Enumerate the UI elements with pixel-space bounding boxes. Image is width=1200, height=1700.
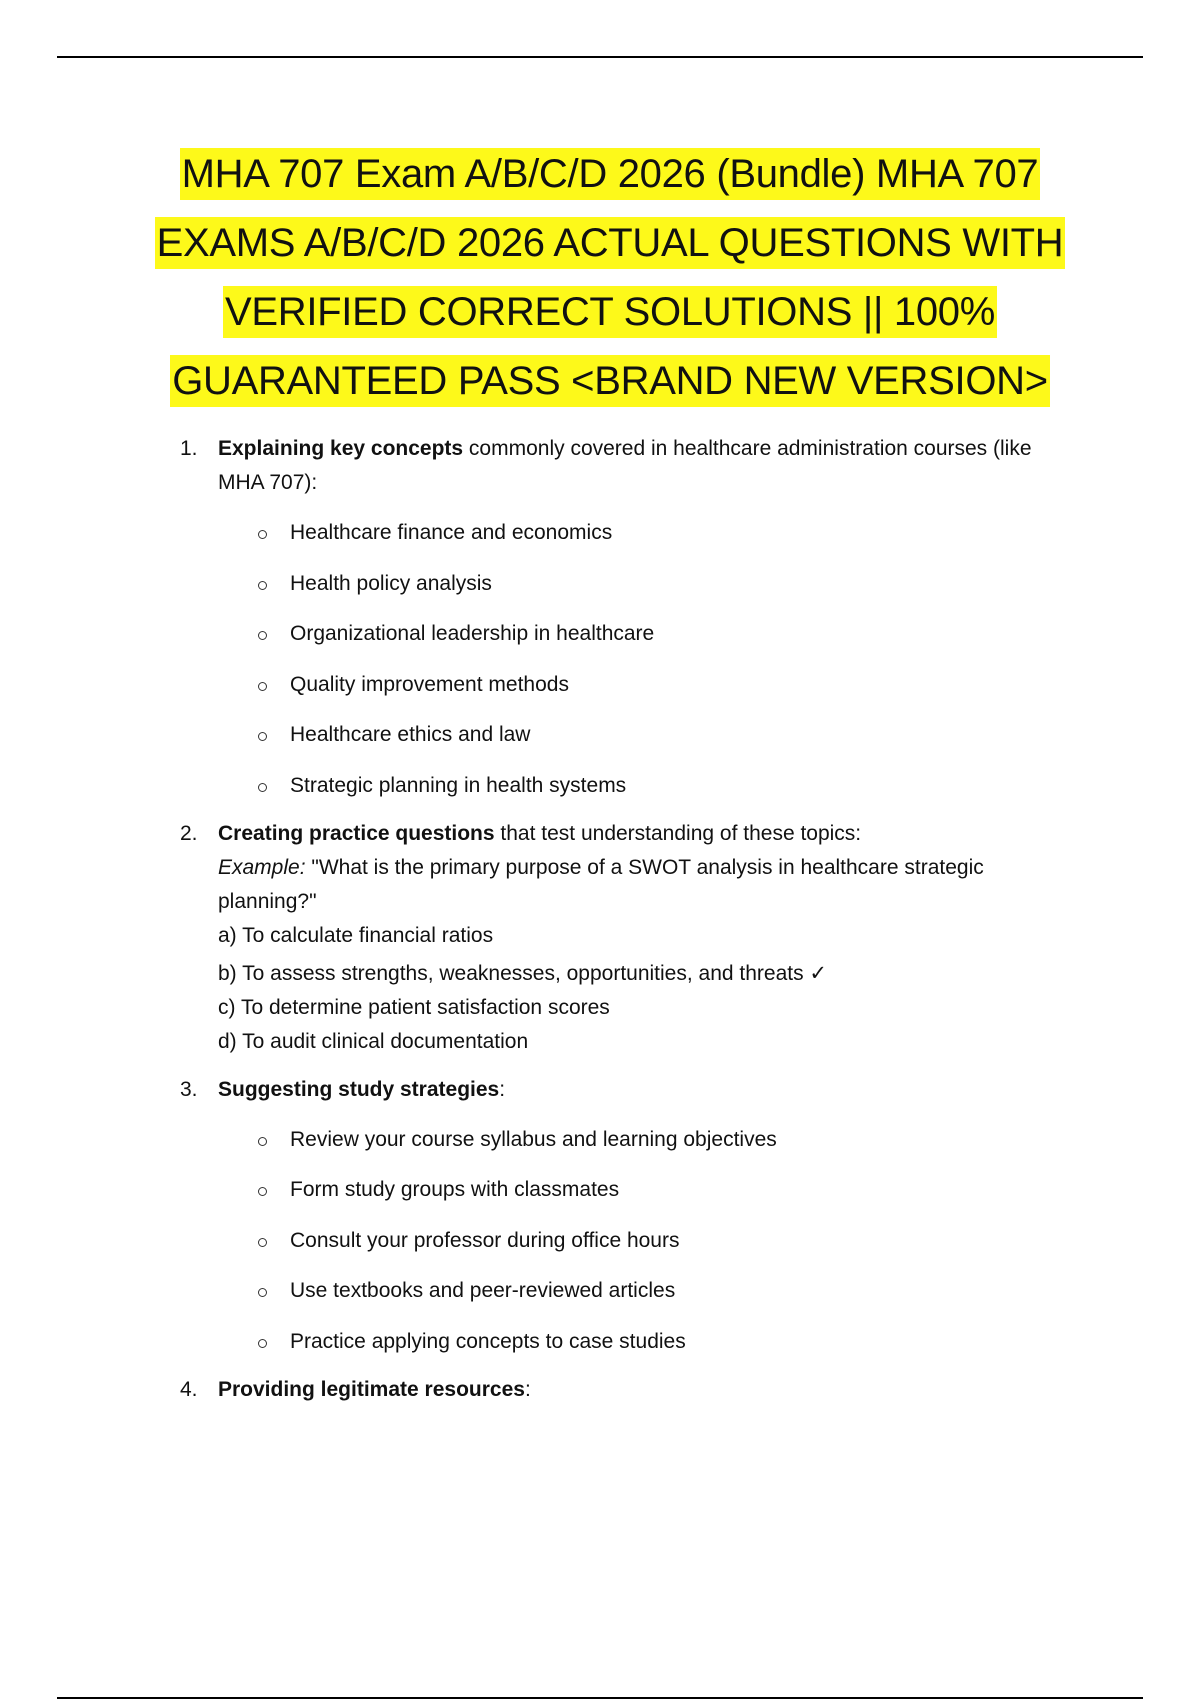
answer-option-b: b) To assess strengths, weaknesses, opportunities, and threats ✓ <box>218 961 828 985</box>
item-text: : <box>499 1077 506 1101</box>
sub-item-text: Review your course syllabus and learning objectives <box>290 1127 777 1151</box>
sub-item-text: Practice applying concepts to case studies <box>290 1329 686 1353</box>
sub-list-item <box>218 769 1080 803</box>
item-text: : <box>524 1377 531 1401</box>
circle-bullet-icon <box>258 1288 267 1297</box>
document-title <box>140 140 1080 416</box>
circle-bullet-icon <box>258 1238 267 1247</box>
circle-bullet-icon <box>258 1187 267 1196</box>
circle-bullet-icon <box>258 783 267 792</box>
circle-bullet-icon <box>258 631 267 640</box>
sub-item-text: Healthcare finance and economics <box>290 521 613 544</box>
sub-item-text: Healthcare ethics and law <box>290 723 531 746</box>
item-number: 1. <box>180 437 198 460</box>
sub-list-item <box>218 718 1080 752</box>
answer-option-c: c) To determine patient satisfaction scores <box>218 995 610 1019</box>
list-item-1 <box>180 432 1080 803</box>
example-label: Example: <box>218 855 306 879</box>
sub-item-text: Use textbooks and peer-reviewed articles <box>290 1279 676 1302</box>
sub-list-item <box>218 668 1080 702</box>
sub-list-item <box>218 516 1080 550</box>
example-question <box>218 851 1080 919</box>
sub-list-item <box>218 1325 1080 1359</box>
item-text: commonly covered in healthcare administration courses (like MHA 707): <box>218 437 1032 494</box>
list-item-4 <box>180 1373 1080 1407</box>
sub-list-item <box>218 1123 1080 1157</box>
item-number: 2. <box>180 821 198 845</box>
item-heading: Providing legitimate resources <box>218 1377 525 1401</box>
sub-item-text: Strategic planning in health systems <box>290 773 627 797</box>
sub-list <box>218 516 1080 803</box>
sub-item-text: Consult your professor during office hours <box>290 1228 680 1252</box>
circle-bullet-icon <box>258 530 267 539</box>
sub-list <box>218 1123 1080 1359</box>
sub-list-item <box>218 567 1080 601</box>
sub-item-text: Health policy analysis <box>290 571 492 595</box>
circle-bullet-icon <box>258 1339 267 1348</box>
answer-option-d: d) To audit clinical documentation <box>218 1029 529 1053</box>
circle-bullet-icon <box>258 1137 267 1146</box>
title-highlight: MHA 707 Exam A/B/C/D 2026 (Bundle) MHA 707 EXAMS A/B/C/D 2026 ACTUAL QUESTIONS WITH VERIFIED CORRECT SOLUTIONS || 100% GUARANTEED PASS <BRAND NEW VERSION> <box>155 148 1066 407</box>
sub-item-text: Quality improvement methods <box>290 672 569 696</box>
sub-list-item <box>218 1224 1080 1258</box>
sub-list-item <box>218 1274 1080 1308</box>
sub-item-text: Form study groups with classmates <box>290 1178 620 1201</box>
item-number: 4. <box>180 1377 198 1401</box>
sub-item-text: Organizational leadership in healthcare <box>290 622 655 645</box>
top-rule <box>57 56 1143 58</box>
item-number: 3. <box>180 1077 198 1101</box>
item-heading: Explaining key concepts <box>218 437 464 460</box>
item-heading: Creating practice questions <box>218 821 495 845</box>
list-item-3 <box>180 1073 1080 1359</box>
circle-bullet-icon <box>258 682 267 691</box>
item-heading: Suggesting study strategies <box>218 1077 500 1101</box>
answer-option-a: a) To calculate financial ratios <box>218 923 494 947</box>
sub-list-item <box>218 1173 1080 1207</box>
circle-bullet-icon <box>258 581 267 590</box>
sub-list-item <box>218 617 1080 651</box>
item-text: that test understanding of these topics: <box>494 821 862 845</box>
list-item-2 <box>180 817 1080 1059</box>
example-text: "What is the primary purpose of a SWOT analysis in healthcare strategic planning?" <box>218 855 984 913</box>
bottom-rule <box>57 1697 1143 1699</box>
document-body <box>180 432 1080 1407</box>
circle-bullet-icon <box>258 732 267 741</box>
